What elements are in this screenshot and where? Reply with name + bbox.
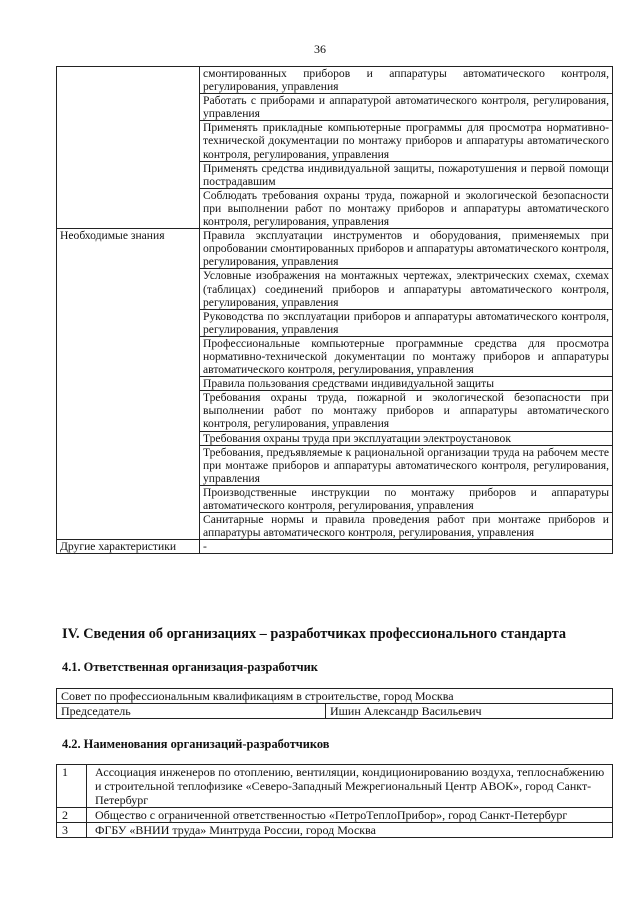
table-cell: Требования охраны труда, пожарной и экологической безопасности при выполнении работ по монтажу приборов и аппаратуры автоматического контроля, регулирования, управления xyxy=(200,391,613,431)
responsible-org-name: Совет по профессиональным квалификациям в строительстве, город Москва xyxy=(57,689,613,704)
org-number: 3 xyxy=(57,823,87,838)
table-cell: Условные изображения на монтажных чертежах, электрических схемах, схемах (таблицах) соединений приборов и аппаратуры автоматического контроля, регулирования, управления xyxy=(200,269,613,309)
table-cell: Правила эксплуатации инструментов и оборудования, применяемых при опробовании смонтированных приборов и аппаратуры автоматического контроля, регулирования, управления xyxy=(200,229,613,269)
row-label-knowledge: Необходимые знания xyxy=(57,229,200,540)
row-label xyxy=(57,67,200,229)
org-name: ФГБУ «ВНИИ труда» Минтруда России, город Москва xyxy=(87,823,613,838)
table-row xyxy=(57,689,613,704)
table-cell: Применять средства индивидуальной защиты, пожаротушения и первой помощи пострадавшим xyxy=(200,161,613,188)
table-cell: Работать с приборами и аппаратурой автоматического контроля, регулирования, управления xyxy=(200,94,613,121)
chair-position: Председатель xyxy=(57,704,326,719)
row-label-other: Другие характеристики xyxy=(57,540,200,554)
section-title: IV. Сведения об организациях – разработчиках профессионального стандарта xyxy=(62,626,567,642)
page-number: 36 xyxy=(314,42,326,56)
org-number: 1 xyxy=(57,765,87,808)
developer-orgs-table xyxy=(56,764,613,838)
table-row xyxy=(57,229,613,269)
table-row xyxy=(57,67,613,94)
org-name: Ассоциация инженеров по отоплению, вентиляции, кондиционированию воздуха, теплоснабжению и строительной теплофизике «Северо-Западный Межрегиональный Центр АВОК», город Санкт-Петербург xyxy=(87,765,613,808)
table-cell: Соблюдать требования охраны труда, пожарной и экологической безопасности при выполнении работ по монтажу приборов и аппаратуры автоматического контроля, регулирования, управления xyxy=(200,188,613,228)
table-cell: - xyxy=(200,540,613,554)
table-cell: Требования охраны труда при эксплуатации электроустановок xyxy=(200,431,613,445)
table-cell: Профессиональные компьютерные программные средства для просмотра нормативно-технической документации по монтажу приборов и аппаратуры автоматического контроля, регулирования, управления xyxy=(200,336,613,376)
org-name: Общество с ограниченной ответственностью «ПетроТеплоПрибор», город Санкт-Петербург xyxy=(87,808,613,823)
table-cell: Руководства по эксплуатации приборов и аппаратуры автоматического контроля, регулирования, управления xyxy=(200,309,613,336)
table-cell: Санитарные нормы и правила проведения работ при монтаже приборов и аппаратуры автоматического контроля, регулирования, управления xyxy=(200,513,613,540)
table-row xyxy=(57,808,613,823)
table-cell: Требования, предъявляемые к рациональной организации труда на рабочем месте при монтаже приборов и аппаратуры автоматического контроля, регулирования, управления xyxy=(200,445,613,485)
table-cell: Производственные инструкции по монтажу приборов и аппаратуры автоматического контроля, регулирования, управления xyxy=(200,485,613,512)
table-cell: смонтированных приборов и аппаратуры автоматического контроля, регулирования, управления xyxy=(200,67,613,94)
table-row xyxy=(57,765,613,808)
developer-orgs-heading: 4.2. Наименования организаций-разработчиков xyxy=(62,737,330,751)
chair-name: Ишин Александр Васильевич xyxy=(326,704,613,719)
org-number: 2 xyxy=(57,808,87,823)
requirements-table xyxy=(56,66,613,554)
table-row xyxy=(57,540,613,554)
table-row xyxy=(57,704,613,719)
table-cell: Применять прикладные компьютерные программы для просмотра нормативно-технической документации по монтажу приборов и аппаратуры автоматического контроля, регулирования, управления xyxy=(200,121,613,161)
responsible-org-table xyxy=(56,688,613,719)
responsible-org-heading: 4.1. Ответственная организация-разработчик xyxy=(62,660,318,674)
table-cell: Правила пользования средствами индивидуальной защиты xyxy=(200,377,613,391)
table-row xyxy=(57,823,613,838)
